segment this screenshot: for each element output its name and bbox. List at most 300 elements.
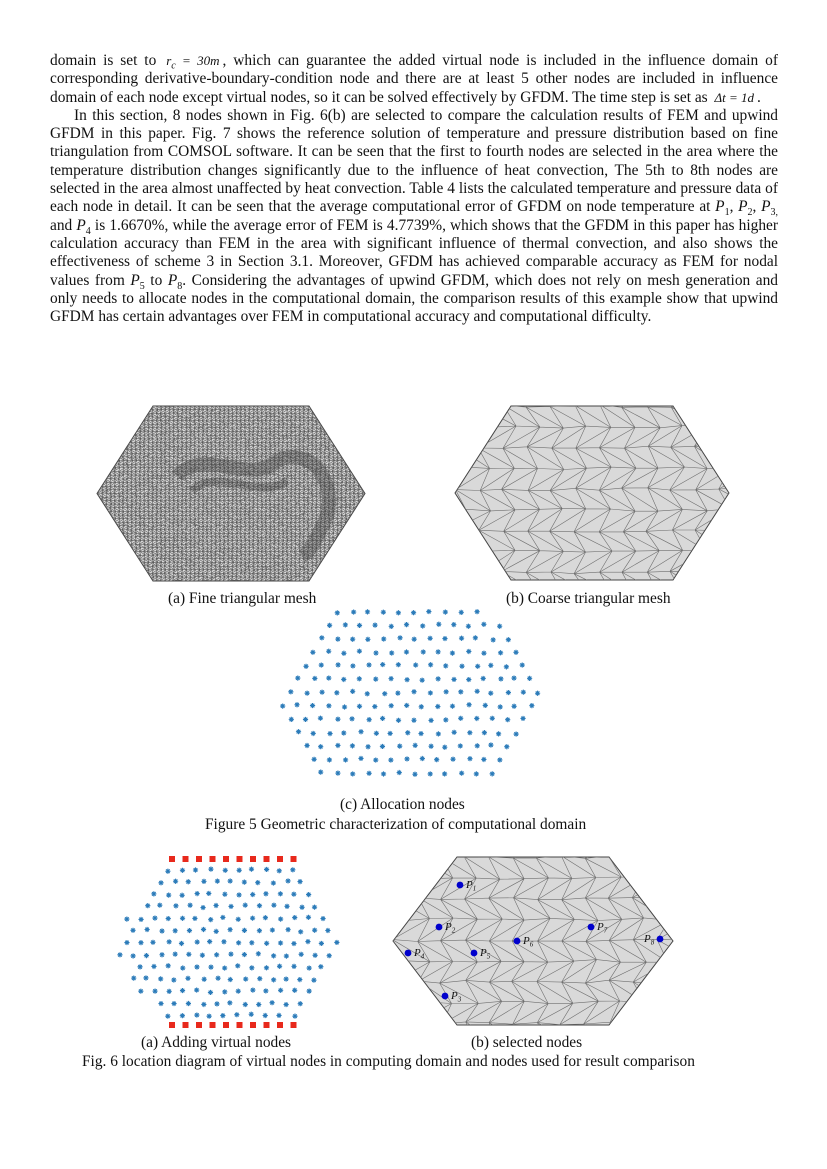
allocation-node (326, 703, 331, 708)
allocation-node (434, 757, 439, 762)
allocation-node (405, 730, 410, 735)
allocation-node (220, 915, 225, 920)
allocation-node (201, 1002, 206, 1007)
allocation-node (488, 691, 493, 696)
allocation-node (481, 757, 486, 762)
allocation-node (319, 662, 324, 667)
allocation-node (459, 610, 464, 615)
node-label-p1: $P_1$ (466, 879, 477, 893)
allocation-node (498, 704, 503, 709)
allocation-node (180, 988, 185, 993)
allocation-node (228, 952, 233, 957)
allocation-node (291, 964, 296, 969)
allocation-node (512, 704, 517, 709)
allocation-node (319, 690, 324, 695)
allocation-node (166, 916, 171, 921)
allocation-node (343, 757, 348, 762)
allocation-node (511, 675, 516, 680)
allocation-node (373, 677, 378, 682)
allocation-node (420, 678, 425, 683)
allocation-node (222, 892, 227, 897)
allocation-node (318, 964, 323, 969)
allocation-node (341, 677, 346, 682)
allocation-node (520, 662, 525, 667)
allocation-node (214, 929, 219, 934)
allocation-node (404, 622, 409, 627)
allocation-node (483, 703, 488, 708)
allocation-node (436, 622, 441, 627)
paragraph-1: domain is set to $r_c = 30m$ , which can guarantee the added virtual node is included in the influence domain of corresponding derivative-boundary-condition node and there are at least 5 other nodes are included in influence domain of each node except virtual nodes, so it can be solved effectively by GFDM. The time step is set as Δt = 1d . (50, 52, 778, 106)
allocation-node (488, 663, 493, 668)
allocation-node (194, 964, 199, 969)
allocation-node (367, 771, 372, 776)
allocation-node (367, 717, 372, 722)
allocation-node (152, 989, 157, 994)
allocation-node (242, 952, 247, 957)
allocation-node (389, 650, 394, 655)
allocation-node (165, 1014, 170, 1019)
allocation-node (278, 940, 283, 945)
allocation-node (242, 880, 247, 885)
allocation-node (428, 636, 433, 641)
allocation-node (188, 903, 193, 908)
allocation-node (236, 892, 241, 897)
allocation-node (442, 771, 447, 776)
allocation-node (263, 891, 268, 896)
allocation-node (442, 636, 447, 641)
allocation-node (131, 976, 136, 981)
allocation-node (459, 771, 464, 776)
allocation-node (200, 953, 205, 958)
virtual-node (169, 856, 175, 862)
allocation-node (171, 977, 176, 982)
allocation-node (138, 917, 143, 922)
allocation-node (271, 880, 276, 885)
fine-mesh-figure (97, 406, 365, 581)
allocation-node (311, 731, 316, 736)
allocation-node (380, 716, 385, 721)
allocation-node (284, 954, 289, 959)
node-label-p6: $P_6$ (523, 935, 534, 949)
allocation-node (304, 743, 309, 748)
allocation-node (171, 1001, 176, 1006)
allocation-node (143, 975, 148, 980)
coarse-mesh-figure (455, 406, 729, 580)
allocation-node (490, 716, 495, 721)
allocation-node (249, 965, 254, 970)
allocation-node (504, 744, 509, 749)
allocation-node (357, 676, 362, 681)
allocation-node (250, 892, 255, 897)
allocation-node (312, 928, 317, 933)
virtual-node (196, 856, 202, 862)
allocation-node (450, 651, 455, 656)
virtual-node (277, 1022, 283, 1028)
allocation-node (475, 664, 480, 669)
allocation-node (428, 662, 433, 667)
node-set (280, 609, 540, 777)
allocation-node (173, 928, 178, 933)
allocation-node (418, 731, 423, 736)
allocation-node (529, 703, 534, 708)
allocation-node (413, 662, 418, 667)
caption-fig5a: (a) Fine triangular mesh (168, 590, 317, 607)
allocation-node (426, 609, 431, 614)
allocation-node (467, 730, 472, 735)
allocation-node (443, 663, 448, 668)
selected-node-p3 (442, 993, 449, 1000)
allocation-node (326, 675, 331, 680)
allocation-node (242, 928, 247, 933)
allocation-node (312, 905, 317, 910)
allocation-node (166, 893, 171, 898)
allocation-node (382, 691, 387, 696)
allocation-node (318, 770, 323, 775)
allocation-node (195, 939, 200, 944)
allocation-node (256, 951, 261, 956)
allocation-node (395, 691, 400, 696)
allocation-node (397, 744, 402, 749)
allocation-node (335, 662, 340, 667)
allocation-node (159, 928, 164, 933)
selected-node-p1 (457, 882, 464, 889)
allocation-node (404, 649, 409, 654)
virtual-node (169, 1022, 175, 1028)
allocation-node (451, 677, 456, 682)
allocation-node (167, 939, 172, 944)
allocation-node (428, 744, 433, 749)
allocation-node (208, 867, 213, 872)
allocation-node (341, 651, 346, 656)
allocation-node (411, 610, 416, 615)
allocation-node (357, 623, 362, 628)
allocation-node (527, 676, 532, 681)
allocation-node (312, 757, 317, 762)
allocation-node (215, 976, 220, 981)
allocation-node (404, 703, 409, 708)
allocation-node (180, 965, 185, 970)
caption-fig6b: (b) selected nodes (471, 1034, 583, 1051)
allocation-node (137, 964, 142, 969)
node-label-p2: $P_2$ (445, 921, 456, 935)
allocation-node (420, 756, 425, 761)
allocation-node (151, 891, 156, 896)
allocation-node (173, 903, 178, 908)
allocation-node (237, 868, 242, 873)
allocation-node (179, 941, 184, 946)
allocation-node (286, 927, 291, 932)
allocation-node (256, 1002, 261, 1007)
allocation-node (319, 635, 324, 640)
allocation-node (459, 636, 464, 641)
allocation-node (312, 676, 317, 681)
allocation-node (310, 703, 315, 708)
allocation-node (263, 988, 268, 993)
virtual-node (223, 856, 229, 862)
allocation-node (397, 770, 402, 775)
allocation-node (280, 703, 285, 708)
virtual-node (223, 1022, 229, 1028)
allocation-node (124, 916, 129, 921)
allocation-node (436, 731, 441, 736)
allocation-node (180, 916, 185, 921)
allocation-node (152, 915, 157, 920)
caption-fig5c: (c) Allocation nodes (340, 796, 465, 813)
allocation-node (496, 731, 501, 736)
allocation-node (372, 704, 377, 709)
allocation-node (207, 1014, 212, 1019)
allocation-node (396, 718, 401, 723)
allocation-node (467, 756, 472, 761)
allocation-node (520, 716, 525, 721)
virtual-node (196, 1022, 202, 1028)
allocation-node (357, 704, 362, 709)
allocation-node (388, 731, 393, 736)
allocation-node (151, 964, 156, 969)
allocation-node (435, 704, 440, 709)
allocation-node (271, 903, 276, 908)
allocation-node (158, 1001, 163, 1006)
allocation-node (443, 610, 448, 615)
virtual-node (250, 856, 256, 862)
allocation-node (365, 637, 370, 642)
allocation-node (506, 637, 511, 642)
allocation-node (264, 867, 269, 872)
allocation-node (228, 927, 233, 932)
allocation-node (466, 624, 471, 629)
allocation-node (278, 916, 283, 921)
allocation-node (187, 928, 192, 933)
allocation-node (271, 953, 276, 958)
allocation-node (307, 965, 312, 970)
allocation-node (373, 757, 378, 762)
allocation-node (421, 649, 426, 654)
allocation-node (350, 689, 355, 694)
allocation-node (327, 953, 332, 958)
allocation-node (165, 869, 170, 874)
allocation-node (365, 744, 370, 749)
allocation-node (200, 905, 205, 910)
allocation-node (295, 675, 300, 680)
allocation-node (255, 880, 260, 885)
allocation-node (389, 703, 394, 708)
allocation-node (223, 868, 228, 873)
virtual-node (291, 856, 297, 862)
allocation-node (458, 743, 463, 748)
allocation-node (158, 880, 163, 885)
allocation-node (358, 756, 363, 761)
allocation-node (374, 731, 379, 736)
allocation-node (491, 637, 496, 642)
allocation-node (201, 927, 206, 932)
caption-fig5b: (b) Coarse triangular mesh (506, 590, 671, 607)
allocation-node (325, 928, 330, 933)
allocation-node (208, 917, 213, 922)
allocation-node (481, 622, 486, 627)
node-label-p7: $P_7$ (597, 921, 608, 935)
allocation-node (396, 610, 401, 615)
allocation-node (474, 609, 479, 614)
allocation-node (292, 1014, 297, 1019)
allocation-node (157, 903, 162, 908)
allocation-node (306, 892, 311, 897)
virtual-node (264, 1022, 270, 1028)
allocation-node (458, 689, 463, 694)
allocation-node (290, 867, 295, 872)
allocation-node (228, 977, 233, 982)
allocation-node (236, 940, 241, 945)
allocation-node (442, 745, 447, 750)
virtual-node (183, 1022, 189, 1028)
allocation-node (243, 1002, 248, 1007)
allocation-node (343, 622, 348, 627)
triangle-mesh (88, 402, 377, 588)
allocation-node (334, 940, 339, 945)
allocation-node (350, 771, 355, 776)
virtual-node (291, 1022, 297, 1028)
allocation-node (357, 649, 362, 654)
allocation-node (372, 623, 377, 628)
allocation-node (158, 976, 163, 981)
allocation-node (208, 990, 213, 995)
allocation-node (214, 952, 219, 957)
allocation-node (335, 610, 340, 615)
allocation-node (380, 662, 385, 667)
allocation-node (180, 893, 185, 898)
allocation-node (373, 650, 378, 655)
allocation-node (350, 743, 355, 748)
virtual-node (237, 856, 243, 862)
allocation-node (380, 744, 385, 749)
allocation-node (173, 952, 178, 957)
node-label-p4: $P_4$ (414, 947, 425, 961)
allocation-node (250, 916, 255, 921)
allocation-node (131, 953, 136, 958)
allocation-node (327, 623, 332, 628)
allocation-node (195, 891, 200, 896)
allocation-node (397, 635, 402, 640)
allocation-node (215, 879, 220, 884)
allocation-node (350, 663, 355, 668)
allocation-node (264, 965, 269, 970)
node-label-p8: $P_8$ (644, 933, 655, 947)
allocation-node (249, 867, 254, 872)
allocation-node (167, 989, 172, 994)
allocation-node (284, 976, 289, 981)
allocation-node (334, 690, 339, 695)
allocation-node (250, 988, 255, 993)
allocation-node (303, 664, 308, 669)
allocation-node (173, 879, 178, 884)
allocation-node (285, 878, 290, 883)
allocation-node (388, 757, 393, 762)
allocation-node (299, 905, 304, 910)
allocation-node (419, 704, 424, 709)
allocation-node (145, 903, 150, 908)
allocation-node (535, 691, 540, 696)
allocation-node (228, 878, 233, 883)
virtual-node (210, 1022, 216, 1028)
allocation-node (235, 963, 240, 968)
node-label-p3: $P_3$ (451, 990, 462, 1004)
allocation-node (194, 987, 199, 992)
allocation-node (313, 953, 318, 958)
selected-node-p6 (514, 938, 521, 945)
figure-6-title: Fig. 6 location diagram of virtual nodes in computing domain and nodes used for result comparison (82, 1053, 695, 1070)
allocation-node (243, 903, 248, 908)
allocation-node (186, 1001, 191, 1006)
allocation-node (428, 690, 433, 695)
allocation-node (342, 704, 347, 709)
allocation-node (335, 637, 340, 642)
allocation-node (443, 717, 448, 722)
allocation-node (278, 988, 283, 993)
allocation-node (341, 730, 346, 735)
allocation-node (306, 915, 311, 920)
allocation-node (257, 928, 262, 933)
allocation-node (270, 927, 275, 932)
allocation-node (335, 771, 340, 776)
allocation-node (186, 879, 191, 884)
allocation-node (413, 743, 418, 748)
allocation-node (497, 624, 502, 629)
allocation-node (521, 690, 526, 695)
allocation-node (411, 718, 416, 723)
allocation-node (458, 716, 463, 721)
allocation-node (206, 891, 211, 896)
allocation-node (236, 989, 241, 994)
virtual-node (264, 856, 270, 862)
selected-node-p4 (405, 950, 412, 957)
allocation-node (310, 650, 315, 655)
node-label-p5: $P_5$ (480, 947, 491, 961)
allocation-node (381, 636, 386, 641)
allocation-node (466, 702, 471, 707)
allocation-node (292, 915, 297, 920)
allocation-node (284, 904, 289, 909)
allocation-node (474, 716, 479, 721)
allocation-node (358, 729, 363, 734)
allocation-node (420, 623, 425, 628)
allocation-node (326, 649, 331, 654)
allocation-node (513, 650, 518, 655)
allocation-node (234, 1012, 239, 1017)
allocation-node (292, 988, 297, 993)
paragraph-2: In this section, 8 nodes shown in Fig. 6(b) are selected to compare the calculation results of FEM and upwind GFDM in this paper. Fig. 7 shows the reference solution of temperature and pressure distribution based on fine triangulation from COMSOL software. It can be seen that the first to fourth nodes are selected in the area where the temperature distribution changes significantly due to the influence of heat convection, The 5th to 8th nodes are selected in the area almost unaffected by heat convection. Table 4 lists the calculated temperature and pressure data of each node in detail. It can be seen that the average computational error of GFDM on node temperature at $P_1$, $P_2$, $P_{3,}$ and $P_4$ is 1.6670%, while the average error of FEM is 4.7739%, which shows that the GFDM in this paper has higher calculation accuracy than FEM in the area with significant influence of thermal convection, and also shows the effectiveness of scheme 3 in Section 3.1. Moreover, GFDM has achieved comparable accuracy as FEM for nodal values from $P_5$ to $P_8$. Considering the advantages of upwind GFDM, which does not rely on mesh generation and only needs to allocate nodes in the computational domain, the comparison results of this example show that upwind GFDM has certain advantages over FEM in computational accuracy and computational difficulty. (50, 106, 779, 326)
body-text (50, 52, 778, 326)
allocation-node (305, 939, 310, 944)
allocation-node (249, 1012, 254, 1017)
allocation-node (186, 952, 191, 957)
allocation-nodes-figure (275, 612, 550, 787)
allocation-node (450, 704, 455, 709)
selected-node-p5 (471, 950, 478, 957)
allocation-node (318, 716, 323, 721)
allocation-node (365, 609, 370, 614)
allocation-node (351, 609, 356, 614)
allocation-node (366, 662, 371, 667)
allocation-node (319, 941, 324, 946)
allocation-node (159, 952, 164, 957)
allocation-node (278, 891, 283, 896)
allocation-node (185, 976, 190, 981)
virtual-node (237, 1022, 243, 1028)
allocation-node (404, 677, 409, 682)
allocation-node (263, 1013, 268, 1018)
allocation-node (452, 730, 457, 735)
allocation-node (298, 1001, 303, 1006)
allocation-node (166, 963, 171, 968)
